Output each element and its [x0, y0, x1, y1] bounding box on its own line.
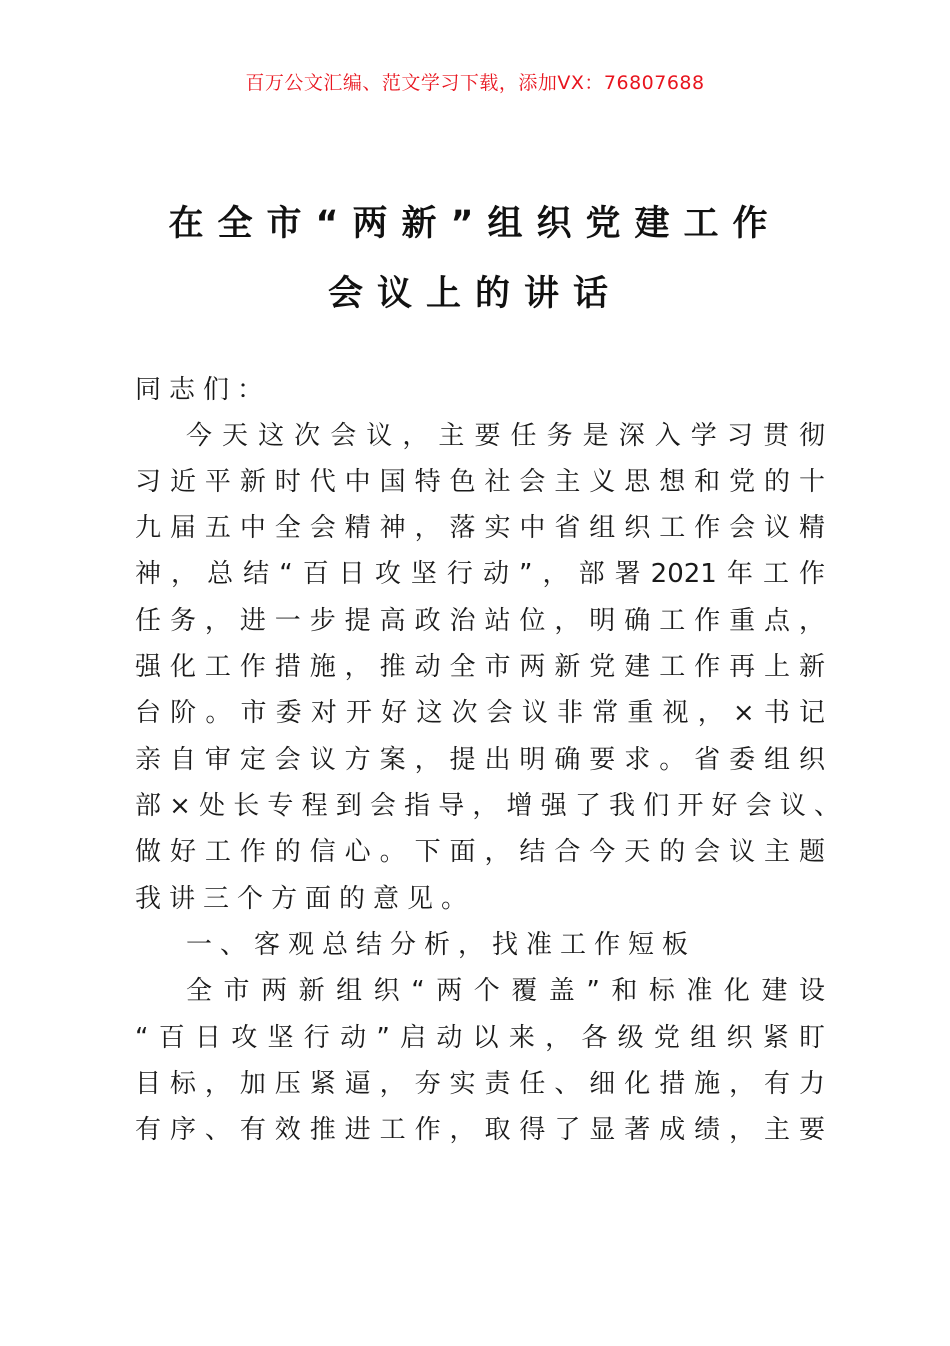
body-line: 今天这次会议，主要任务是深入学习贯彻: [186, 421, 825, 451]
section-line: 全市两新组织“两个覆盖”和标准化建设: [186, 976, 825, 1006]
body-line: 部×处长专程到会指导，增强了我们开好会议、: [135, 791, 840, 821]
body-line: 亲自审定会议方案，提出明确要求。省委组织: [135, 745, 825, 775]
body-line: 任务，进一步提高政治站位，明确工作重点，: [135, 606, 825, 636]
section-line: 目标，加压紧逼，夯实责任、细化措施，有力: [135, 1069, 825, 1099]
document-title-line-1: 在全市“两新”组织党建工作: [168, 204, 782, 244]
document-title-line-2: 会议上的讲话: [327, 274, 622, 314]
download-banner: 百万公文汇编、范文学习下载，添加VX：76807688: [245, 72, 705, 94]
section-heading: 一、客观总结分析，找准工作短板: [186, 930, 697, 960]
body-line: 强化工作措施，推动全市两新党建工作再上新: [135, 652, 825, 682]
body-line: 做好工作的信心。下面，结合今天的会议主题: [135, 837, 825, 867]
body-line: 台阶。市委对开好这次会议非常重视，×书记: [135, 698, 825, 728]
body-line: 习近平新时代中国特色社会主义思想和党的十: [135, 467, 825, 497]
body-line: 九届五中全会精神，落实中省组织工作会议精: [135, 513, 825, 543]
salutation: 同志们：: [135, 375, 272, 405]
body-line: 我讲三个方面的意见。: [135, 884, 476, 914]
section-line: 有序、有效推进工作，取得了显著成绩，主要: [135, 1115, 825, 1145]
body-line: 神，总结“百日攻坚行动”，部署2021年工作: [135, 559, 825, 589]
section-line: “百日攻坚行动”启动以来，各级党组织紧盯: [135, 1023, 825, 1053]
